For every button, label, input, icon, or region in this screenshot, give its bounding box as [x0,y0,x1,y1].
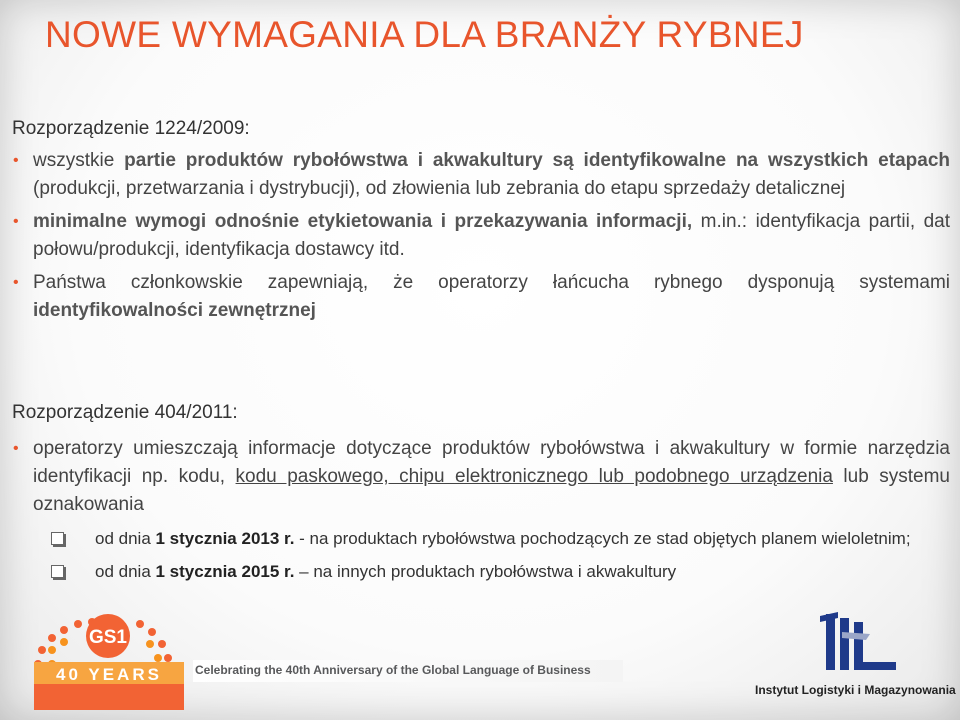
bullet-list-1224 [12,147,950,330]
bullet-item: • minimalne wymogi odnośnie etykietowania i przekazywania informacji, m.in.: identyfikacja partii, dat połowu/produkcji, identyfikacja dostawcy itd. [12,208,950,264]
sub-item: od dnia 1 stycznia 2015 r. – na innych produktach rybołówstwa i akwakultury [48,559,950,584]
anniversary-banner [193,660,623,682]
sub-list-dates [48,526,950,592]
bullet-item: • wszystkie partie produktów rybołówstwa i akwakultury są identyfikowalne na wszystkich etapach (produkcji, przetwarzania i dystrybucji), od złowienia lub zebrania do etapu sprzedaży detalicznej [12,147,950,203]
bullet-list-404 [12,435,950,524]
slide-title: NOWE WYMAGANIA DLA BRANŻY RYBNEJ [45,14,804,55]
section-heading-1224: Rozporządzenie 1224/2009: [12,118,250,139]
ilim-logo [812,612,902,682]
anniversary-banner-text: Celebrating the 40th Anniversary of the Global Language of Business [195,663,591,677]
gs1-text: GS1 [88,627,128,648]
bullet-item: • Państwa członkowskie zapewniają, że operatorzy łańcucha rybnego dysponują systemami identyfikowalności zewnętrznej [12,269,950,325]
sub-item: od dnia 1 stycznia 2013 r. - na produktach rybołówstwa pochodzących ze stad objętych planem wieloletnim; [48,526,950,551]
bullet-item: • operatorzy umieszczają informacje dotyczące produktów rybołówstwa i akwakultury w formie narzędzia identyfikacji np. kodu, kodu paskowego, chipu elektronicznego lub podobnego urządzenia lub systemu oznakowania [12,435,950,519]
institute-name: Instytut Logistyki i Magazynowania [755,683,956,697]
gs1-years-text: 40 YEARS [56,665,162,684]
checkbox-square-icon [51,565,64,578]
years-bar-bottom [34,684,184,710]
gs1-40-years-logo [30,610,200,720]
section-heading-404: Rozporządzenie 404/2011: [12,402,238,423]
checkbox-square-icon [51,532,64,545]
